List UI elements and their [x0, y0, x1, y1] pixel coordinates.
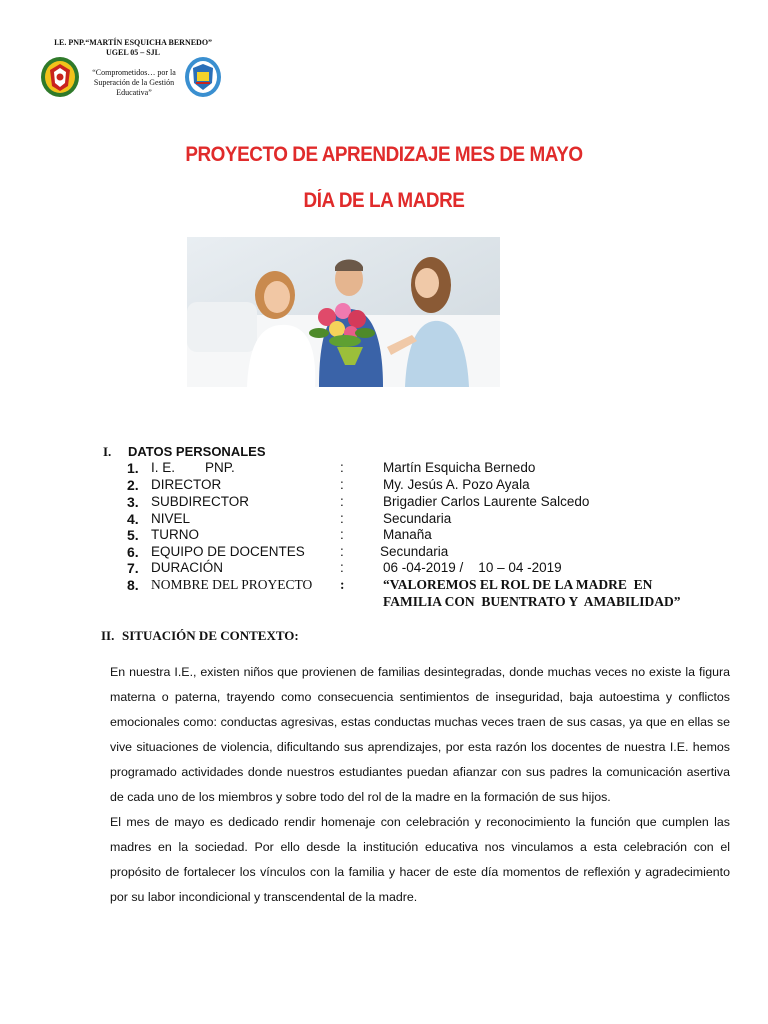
row-colon: : [340, 494, 344, 509]
row-label: I. E. PNP. [151, 460, 235, 475]
row-value-continued: FAMILIA CON BUENTRATO Y AMABILIDAD” [383, 594, 681, 609]
data-row-director [0, 477, 700, 494]
row-value: Secundaria [383, 511, 452, 526]
section-2-heading: SITUACIÓN DE CONTEXTO: [122, 628, 299, 643]
row-number: 6. [127, 544, 139, 560]
school-shield-icon [184, 56, 222, 98]
row-label: DIRECTOR [151, 477, 222, 492]
row-label: DURACIÓN [151, 560, 224, 575]
row-number: 1. [127, 460, 139, 476]
row-colon: : [340, 460, 344, 475]
row-number: 2. [127, 477, 139, 493]
police-crest-icon [40, 56, 80, 98]
row-label: EQUIPO DE DOCENTES [151, 544, 305, 559]
row-colon: : [340, 577, 345, 592]
row-value: Brigadier Carlos Laurente Salcedo [383, 494, 590, 509]
row-value: Manaña [383, 527, 432, 542]
row-colon: : [340, 527, 344, 542]
row-number: 5. [127, 527, 139, 543]
section-1-heading: DATOS PERSONALES [128, 444, 266, 459]
school-name: I.E. PNP.“MARTÍN ESQUICHA BERNEDO” [53, 38, 213, 47]
row-number: 3. [127, 494, 139, 510]
row-value: Martín Esquicha Bernedo [383, 460, 536, 475]
row-label: TURNO [151, 527, 199, 542]
row-value: 06 -04-2019 / 10 – 04 -2019 [383, 560, 562, 575]
ugel-label: UGEL 05 – SJL [105, 48, 160, 57]
row-colon: : [340, 511, 344, 526]
context-body [110, 660, 730, 910]
row-value: Secundaria [380, 544, 449, 559]
row-label: NIVEL [151, 511, 191, 526]
row-value: “VALOREMOS EL ROL DE LA MADRE EN [383, 577, 653, 592]
row-value: My. Jesús A. Pozo Ayala [383, 477, 530, 492]
data-row-level [0, 511, 700, 528]
page-subtitle: DÍA DE LA MADRE [303, 189, 465, 212]
row-colon: : [340, 560, 344, 575]
data-row-project-name-cont [0, 594, 700, 611]
row-colon: : [340, 477, 344, 492]
row-colon: : [340, 544, 344, 559]
row-number: 8. [127, 577, 139, 593]
context-paragraph-1: En nuestra I.E., existen niños que provienen de familias desintegradas, donde muchas veces no existe la figura materna o paterna, trayendo como consecuencia sentimientos de inseguridad, baja autoestima y conflictos emocionales como: conductas agresivas, estas conductas muchas veces traen de sus casas, ya que en ellas se vive situaciones de violencia, dificultando sus aprendizajes, por esta razón los docentes de nuestra I.E. hemos programado actividades donde nuestros estudiantes puedan afianzar con sus padres la comunicación asertiva de cada uno de los miembros y sobre todo del rol de la madre en la formación de sus hijos. [110, 665, 730, 804]
school-motto: “Comprometidos… por la Superación de la Gestión Educativa” [92, 68, 176, 97]
page-title: PROYECTO DE APRENDIZAJE MES DE MAYO [185, 143, 583, 166]
data-row-project-name [0, 577, 700, 594]
school-header [48, 38, 218, 58]
row-number: 4. [127, 511, 139, 527]
family-flowers-photo [187, 237, 500, 387]
section-1-numeral: I. [103, 444, 112, 459]
row-label: SUBDIRECTOR [151, 494, 250, 509]
data-row-duration [0, 560, 700, 577]
row-label: NOMBRE DEL PROYECTO [151, 577, 313, 592]
section-2-numeral: II. [101, 628, 115, 643]
data-row-shift [0, 527, 700, 544]
row-number: 7. [127, 560, 139, 576]
data-row-institution [0, 460, 700, 477]
context-paragraph-2: El mes de mayo es dedicado rendir homenaje con celebración y reconocimiento la función que cumplen las madres en la sociedad. Por ello desde la institución educativa nos vinculamos a esta celebración con el propósito de fortalecer los vínculos con la familia y hacer de este día momentos de reflexión y agradecimiento por su labor incondicional y transcendental de la madre. [110, 815, 730, 904]
data-row-subdirector [0, 494, 700, 511]
data-row-teachers [0, 544, 700, 561]
